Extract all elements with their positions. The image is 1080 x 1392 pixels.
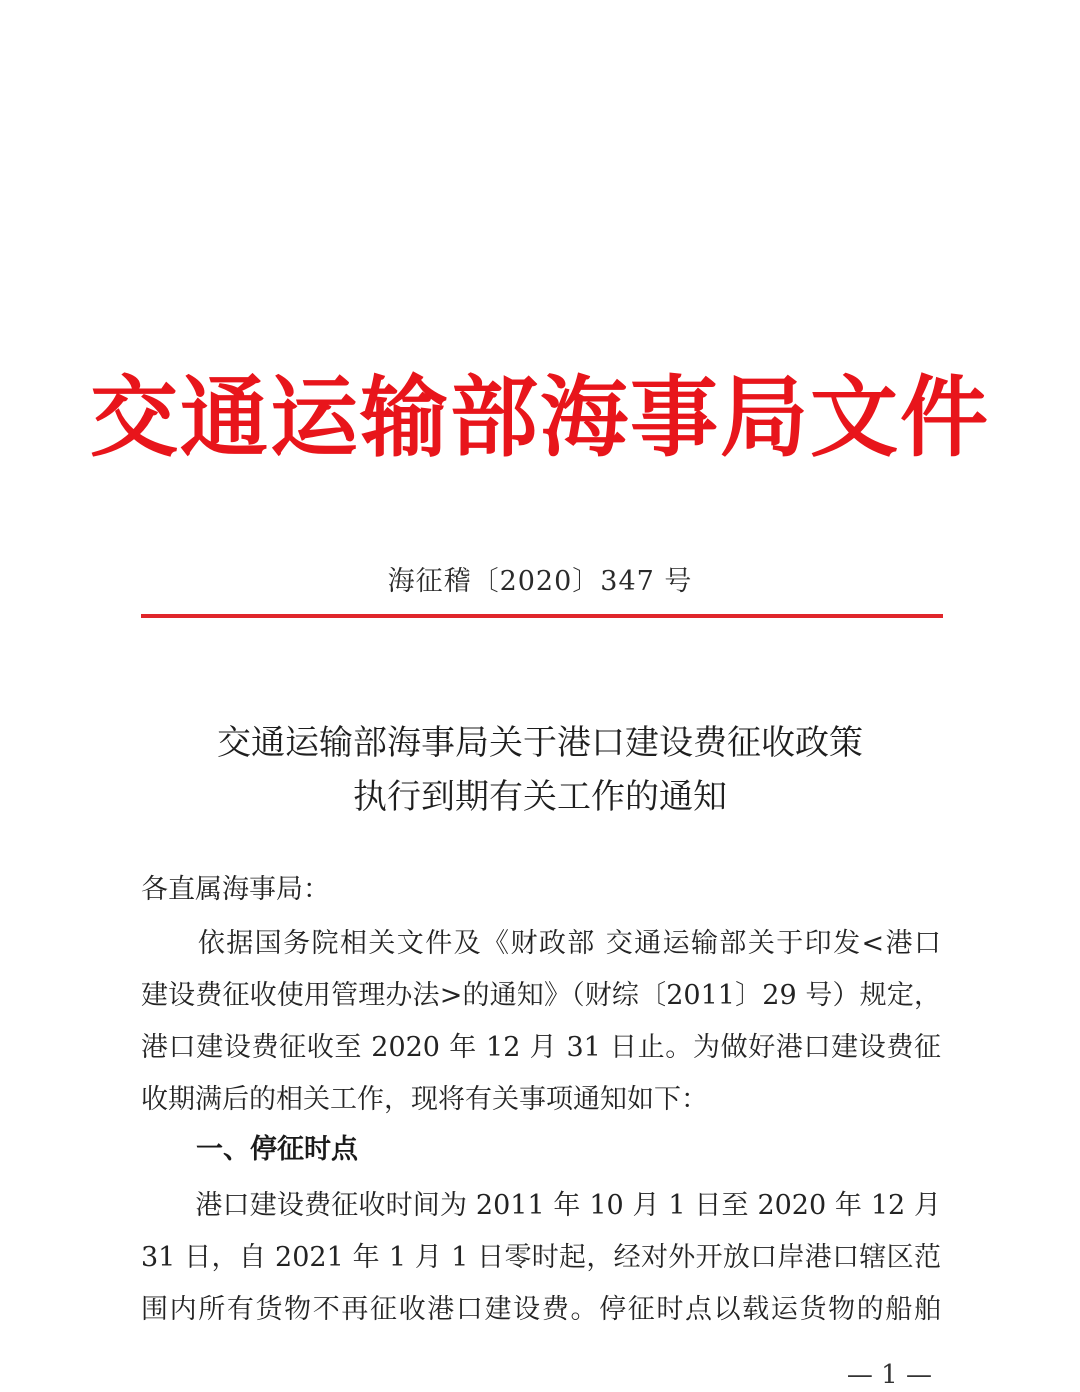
paragraph-suspension	[141, 1180, 941, 1336]
paragraph-line: 依据国务院相关文件及《财政部 交通运输部关于印发<港口	[141, 928, 941, 959]
paragraph-line: 围内所有货物不再征收港口建设费。停征时点以载运货物的船舶	[141, 1294, 941, 1325]
document-number: 海征稽〔2020〕347 号	[387, 566, 693, 597]
red-separator-line	[141, 614, 943, 618]
paragraph-line: 建设费征收使用管理办法>的通知》（财综〔2011〕29 号）规定，	[141, 980, 941, 1011]
salutation: 各直属海事局：	[141, 874, 330, 905]
paragraph-line: 31 日，自 2021 年 1 月 1 日零时起，经对外开放口岸港口辖区范	[141, 1242, 941, 1273]
paragraph-line: 港口建设费征收时间为 2011 年 10 月 1 日至 2020 年 12 月	[141, 1190, 941, 1221]
paragraph-intro	[141, 918, 941, 1126]
paragraph-line: 港口建设费征收至 2020 年 12 月 31 日止。为做好港口建设费征	[141, 1032, 941, 1063]
paragraph-line-last: 收期满后的相关工作，现将有关事项通知如下：	[141, 1084, 708, 1115]
document-title	[0, 716, 1080, 824]
document-title-line-1: 交通运输部海事局关于港口建设费征收政策	[217, 723, 863, 763]
section-heading-suspension-time: 一、停征时点	[196, 1134, 358, 1165]
document-header-title: 交通运输部海事局文件	[89, 366, 990, 469]
document-title-line-2: 执行到期有关工作的通知	[353, 777, 727, 817]
page-number: — 1 —	[846, 1360, 932, 1390]
